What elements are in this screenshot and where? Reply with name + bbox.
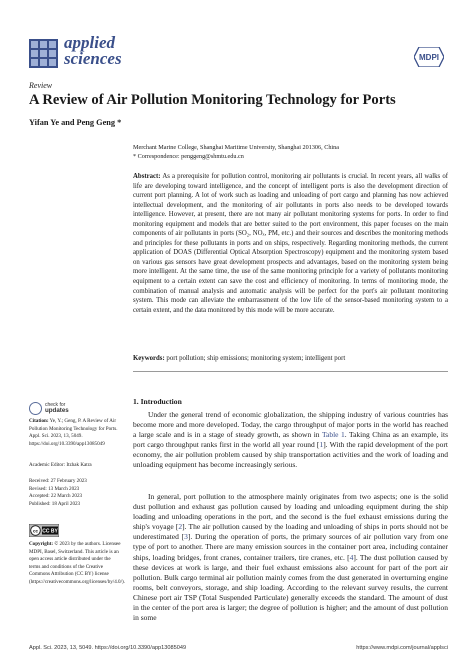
section-title: 1. Introduction: [133, 397, 182, 406]
journal-name: [64, 35, 122, 67]
cc-by-license-icon[interactable]: [29, 524, 59, 537]
check-for-updates-text: [45, 402, 69, 414]
date-received: Received: 27 February 2023: [29, 478, 87, 484]
affiliation: Merchant Marine College, Shanghai Maritime University, Shanghai 201306, China: [133, 144, 339, 151]
check-for-updates-line1: check for: [45, 402, 66, 408]
check-for-updates-icon: [29, 402, 42, 415]
check-for-updates-line2: updates: [45, 407, 69, 414]
journal-logo-icon: [29, 39, 58, 68]
abstract-label: Abstract:: [133, 173, 161, 180]
citation: [29, 418, 121, 448]
table-1-link[interactable]: Table 1: [321, 430, 345, 440]
keywords: [133, 354, 448, 363]
date-revised: Revised: 13 March 2023: [29, 485, 80, 492]
publication-dates: [29, 478, 87, 508]
divider: [133, 371, 448, 372]
page-footer: [29, 645, 448, 651]
mdpi-logo-text: MDPI: [419, 53, 439, 62]
date-accepted: Accepted: 22 March 2023: [29, 493, 83, 500]
reference-3-link[interactable]: 3: [184, 532, 188, 542]
keywords-text: port pollution; ship emissions; monitoring system; intelligent port: [166, 355, 346, 362]
paragraph-2: In general, port pollution to the atmosphere mainly originates from two aspects; one is the solid dust pollution and exhaust gas pollution caused by loading and unloading equipment during the ship loading and unloading operations in the port, and the second is the fuel exhaust emissions during the ship's voyage [2]. The air pollution caused by the loading and unloading of ships in ports should not be underestimated [3]. During the operation of ports, the primary sources of air pollution vary from one type of port to another. There are many emission sources in the container port area, including container ships, loading bridges, front cranes, container trailers, tire cranes, etc. [4]. The dust pollution caused by these devices at work is large, and their fuel exhaust emissions also account for part of the port air pollution. Bulk cargo terminal air pollution mainly comes from the dust generated in overturning engine rooms, belt conveyors, storage, and ship loading. According to the relevant survey results, the current Chinese port air TSP (Total Suspended Particulate) generally exceeds the standard. The amount of dust in the center of the port area is larger; the degree of pollution is higher; and the amount of dust pollution in some: [133, 492, 449, 623]
reference-2-link[interactable]: 2: [178, 522, 183, 532]
article-title: A Review of Air Pollution Monitoring Technology for Ports: [29, 92, 396, 108]
svg-text:cc: cc: [32, 528, 39, 534]
copyright-label: Copyright:: [29, 541, 54, 547]
copyright: [29, 541, 125, 587]
journal-name-line1: applied: [64, 33, 115, 52]
journal-logo: [29, 39, 58, 68]
mdpi-logo-icon: [414, 47, 444, 67]
citation-text: Ye, Y.; Geng, P. A Review of Air Pollution Monitoring Technology for Ports. Appl. Sci. 2023, 13, 5049. https://doi.org/10.3390/app13085049: [29, 418, 118, 447]
abstract-text: As a prerequisite for pollution control, monitoring air pollutants is crucial. In recent years, all walks of life are developing toward intelligence, and the concept of intelligent ports is also the development direction of current port planning. A lot of work such as loading and unloading of port cargo and planning has now achieved intellectual development, and the monitoring of air pollutants in ports also needs to be developed towards intelligence. However, at present, there are not many air pollutant monitoring systems for ports. In order to find monitoring equipment and models that are better suited to the port environment, this paper focuses on the main components of air pollutants in ports (SO₂, NOₓ, PM, etc.) and their sources and describes the monitoring methods and principles for these pollutants in ports and on ships, respectively. Regarding monitoring methods, the current application of DOAS (Differential Optical Absorption Spectroscopy) equipment and the monitoring system based on various gas sensors have great development prospects and advantages, based on the monitoring system being more intelligent. At the same time, the use of the same monitoring principle for a variety of pollutants monitoring equipment to a certain extent can save the cost and efficiency of monitoring. In terms of monitoring mode, the combination of manual analysis and automatic analysis will be perfect for the port's air pollutant monitoring system. This mode can alleviate the embarrassment of the low life of the sensor-based monitoring system to a certain extent, and the data monitored by this mode will be more accurate.: [133, 173, 448, 314]
check-for-updates-badge[interactable]: [29, 400, 89, 420]
cc-by-license-text: CC BY: [42, 528, 58, 535]
article-type: Review: [29, 81, 53, 90]
citation-label: Citation:: [29, 418, 49, 424]
abstract: [133, 172, 448, 315]
footer-citation: Appl. Sci. 2023, 13, 5049. https://doi.org/10.3390/app13085049: [29, 645, 187, 651]
correspondence: * Correspondence: penggeng@shmtu.edu.cn: [133, 152, 244, 160]
copyright-text: © 2023 by the authors. Licensee MDPI, Basel, Switzerland. This article is an open access article distributed under the terms and conditions of the Creative Commons Attribution (CC BY) license (https://creativecommons.org/licenses/by/4.0/).: [29, 541, 125, 585]
footer-journal-url[interactable]: https://www.mdpi.com/journal/applsci: [356, 645, 448, 651]
article-authors: Yifan Ye and Peng Geng *: [29, 118, 122, 127]
reference-1-link[interactable]: 1: [319, 440, 324, 450]
date-published: Published: 18 April 2023: [29, 500, 81, 507]
reference-4-link[interactable]: 4: [349, 552, 354, 562]
keywords-label: Keywords:: [133, 355, 165, 362]
affiliation-block: [133, 144, 339, 161]
paragraph-1: Under the general trend of economic globalization, the shipping industry of various countries has become more and more developed. Today, the cargo throughput of major ports in the world has reached a large scale and is in a stage of steady growth, as shown in Table 1. Taking China as an example, its port cargo throughput ranks first in the world all year round [1]. With the rapid development of the port economy, the air pollution problem caused by ship transportation activities and the work of loading and unloading equipment has become increasingly serious.: [133, 410, 448, 470]
journal-name-line2: sciences: [64, 49, 122, 68]
academic-editor: Academic Editor: Itzhak Katra: [29, 462, 92, 468]
